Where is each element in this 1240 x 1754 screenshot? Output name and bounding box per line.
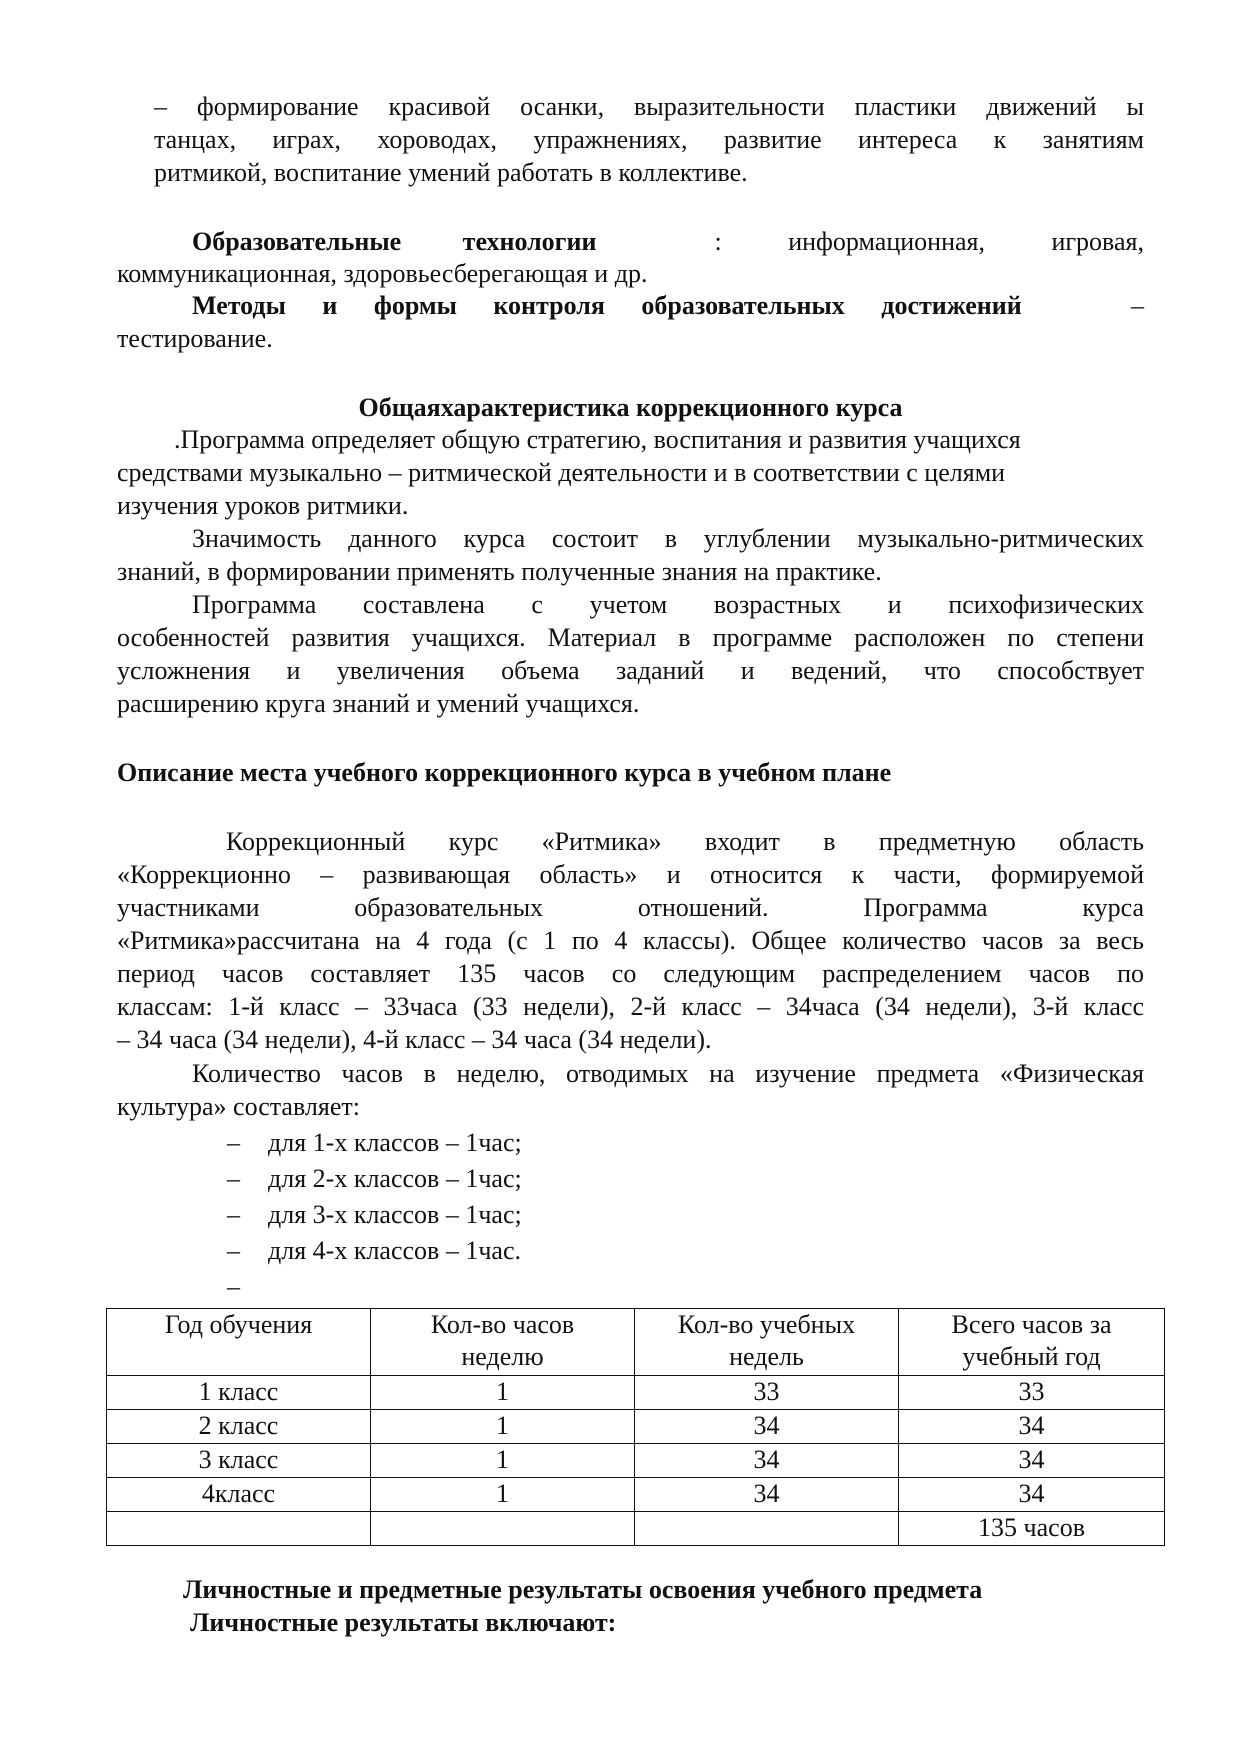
table-total-row <box>107 1512 1165 1546</box>
table-cell: 34 <box>635 1410 899 1444</box>
control-line-1 <box>192 290 1144 322</box>
table-total-cell: 135 часов <box>899 1512 1165 1546</box>
table-cell: 34 <box>899 1478 1165 1512</box>
header-total: Всего часов за учебный год <box>899 1309 1165 1376</box>
general-heading: Общаяхарактеристика коррекционного курса <box>358 393 903 422</box>
place-p1-line-1: Коррекционный курс «Ритмика» входит в предметную область <box>226 827 1144 856</box>
table-row <box>107 1444 1165 1478</box>
tech-rest: : информационная, игровая, <box>714 227 1144 256</box>
tech-line-1 <box>192 226 1144 258</box>
hours-table <box>106 1308 1165 1546</box>
place-p2-line-1: Количество часов в неделю, отводимых на изучение предмета «Физическая <box>192 1059 1144 1088</box>
place-p1-line-5: период часов составляет 135 часов со следующим распределением часов по <box>117 959 1144 988</box>
table-cell: 33 <box>899 1376 1165 1410</box>
place-p1-line-3: участниками образовательных отношений. Программа курса <box>117 893 1144 922</box>
table-row <box>107 1410 1165 1444</box>
general-p2-line-1: Значимость данного курса состоит в углублении музыкально-ритмических <box>192 524 1144 553</box>
table-cell: 4класс <box>107 1478 371 1512</box>
list-item-text: для 3-х классов – 1час; <box>268 1200 522 1229</box>
table-cell <box>107 1512 371 1546</box>
control-line-2: тестирование. <box>117 324 273 353</box>
results-heading: Личностные и предметные результаты освоения учебного предмета <box>183 1575 983 1604</box>
header-hours-per-week: Кол-во часов неделю <box>371 1309 635 1376</box>
table-cell <box>635 1512 899 1546</box>
bullet-dash: – <box>227 1236 240 1265</box>
table-cell: 1 <box>371 1376 635 1410</box>
table-cell: 34 <box>635 1478 899 1512</box>
list-item-text: для 1-х классов – 1час; <box>268 1128 522 1157</box>
results-subheading: Личностные результаты включают: <box>190 1608 617 1637</box>
header-year: Год обучения <box>107 1309 371 1376</box>
table-cell: 1 класс <box>107 1376 371 1410</box>
table-row <box>107 1478 1165 1512</box>
place-p1-line-6: классам: 1-й класс – 33часа (33 недели), 2-й класс – 34часа (34 недели), 3-й класс <box>117 992 1144 1021</box>
list-item-empty <box>227 1271 240 1303</box>
intro-line-1: – формирование красивой осанки, выразительности пластики движений ы <box>154 92 1144 121</box>
table-cell: 34 <box>635 1444 899 1478</box>
general-p1-line-1: .Программа определяет общую стратегию, воспитания и развития учащихся <box>174 425 1021 454</box>
list-item <box>227 1127 522 1159</box>
table-cell <box>371 1512 635 1546</box>
tech-line-2: коммуникационная, здоровьесберегающая и др. <box>117 259 648 288</box>
list-item-text: для 4-х классов – 1час. <box>268 1236 521 1265</box>
table-cell: 2 класс <box>107 1410 371 1444</box>
header-weeks: Кол-во учебных недель <box>635 1309 899 1376</box>
list-item <box>227 1163 522 1195</box>
general-p3-line-3: усложнения и увеличения объема заданий и ведений, что способствует <box>117 656 1144 685</box>
place-heading: Описание места учебного коррекционного курса в учебном плане <box>117 758 892 787</box>
bullet-dash: – <box>227 1272 240 1301</box>
list-item-text: для 2-х классов – 1час; <box>268 1164 522 1193</box>
place-p1-line-4: «Ритмика»рассчитана на 4 года (с 1 по 4 классы). Общее количество часов за весь <box>117 926 1144 955</box>
intro-line-3: ритмикой, воспитание умений работать в коллективе. <box>154 158 748 187</box>
table-header-row <box>107 1309 1165 1376</box>
table-cell: 34 <box>899 1444 1165 1478</box>
table-cell: 1 <box>371 1478 635 1512</box>
table-cell: 34 <box>899 1410 1165 1444</box>
table-cell: 3 класс <box>107 1444 371 1478</box>
general-p2-line-2: знаний, в формировании применять полученные знания на практике. <box>117 557 882 586</box>
general-p3-line-4: расширению круга знаний и умений учащихся. <box>117 689 640 718</box>
table-cell: 33 <box>635 1376 899 1410</box>
general-p3-line-1: Программа составлена с учетом возрастных и психофизических <box>192 590 1144 619</box>
bullet-dash: – <box>227 1164 240 1193</box>
intro-line-2: танцах, играх, хороводах, упражнениях, развитие интереса к занятиям <box>154 125 1144 154</box>
general-p1-line-2: средствами музыкально – ритмической деятельности и в соответствии с целями <box>117 458 1006 487</box>
general-p1-line-3: изучения уроков ритмики. <box>117 491 409 520</box>
tech-label: Образовательные технологии <box>192 227 597 256</box>
table-cell: 1 <box>371 1410 635 1444</box>
place-p2-line-2: культура» составляет: <box>117 1092 360 1121</box>
place-p1-line-7: – 34 часа (34 недели), 4-й класс – 34 часа (34 недели). <box>117 1025 712 1054</box>
list-item <box>227 1199 522 1231</box>
bullet-dash: – <box>227 1200 240 1229</box>
control-label: Методы и формы контроля образовательных достижений <box>192 291 1022 320</box>
table-cell: 1 <box>371 1444 635 1478</box>
bullet-dash: – <box>227 1128 240 1157</box>
list-item <box>227 1235 521 1267</box>
control-dash: – <box>1131 291 1144 320</box>
place-p1-line-2: «Коррекционно – развивающая область» и относится к части, формируемой <box>117 860 1144 889</box>
table-row <box>107 1376 1165 1410</box>
general-p3-line-2: особенностей развития учащихся. Материал в программе расположен по степени <box>117 623 1144 652</box>
